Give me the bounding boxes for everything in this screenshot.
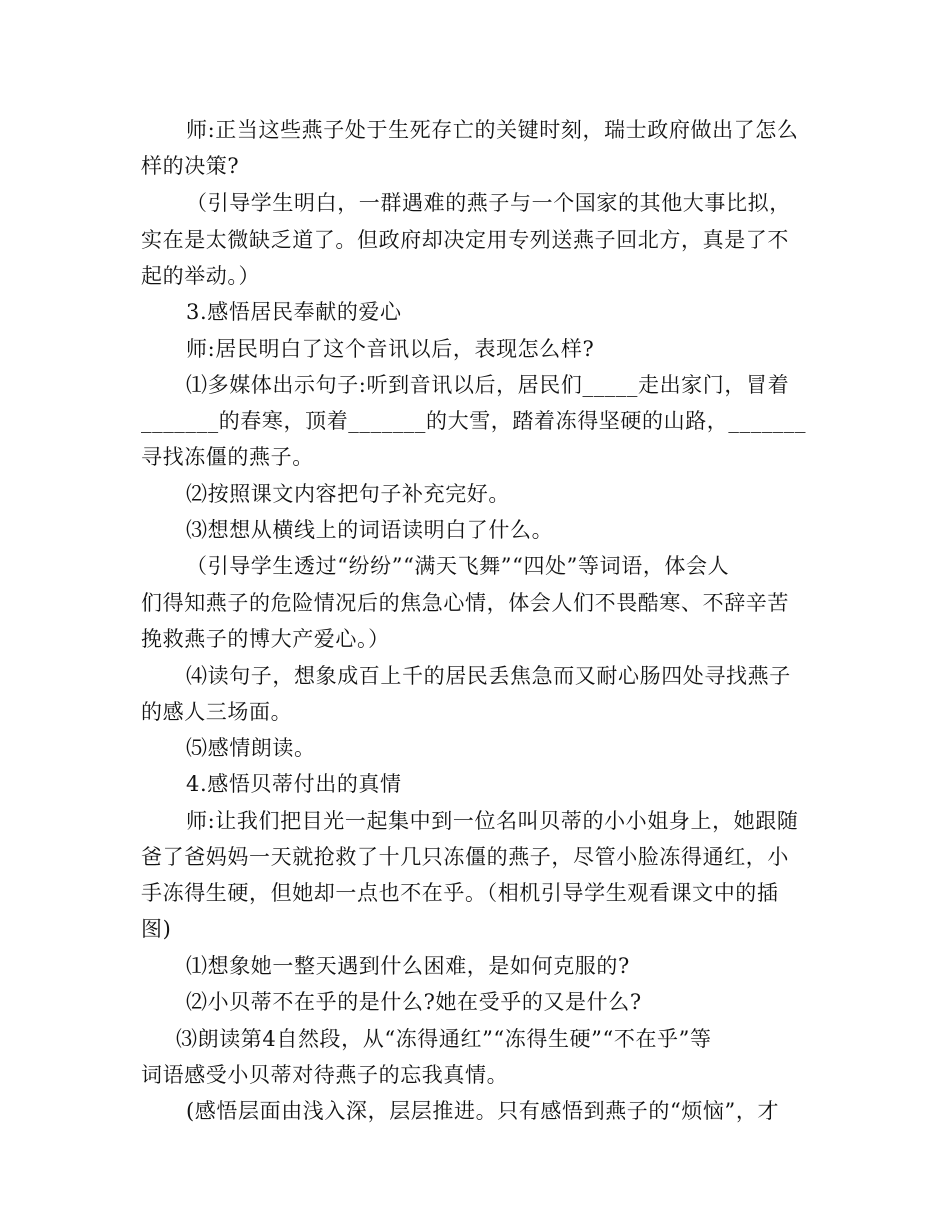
text-line: 师:让我们把目光一起集中到一位名叫贝蒂的小小姐身上，她跟随 xyxy=(186,809,799,833)
text-line: 师:居民明白了这个音讯以后，表现怎么样? xyxy=(186,337,595,361)
text-line: 实在是太微缺乏道了。但政府却决定用专列送燕子回北方，真是了不 xyxy=(141,228,789,252)
text-line: _______的春寒，顶着_______的大雪，踏着冻得坚硬的山路，_______ xyxy=(141,409,807,433)
text-line: 手冻得生硬，但她却一点也不在乎。（相机引导学生观看课文中的插 xyxy=(141,881,779,905)
text-line: 的感人三场面。 xyxy=(141,700,293,724)
text-line: ⑵小贝蒂不在乎的是什么?她在受乎的又是什么? xyxy=(186,990,642,1014)
section-heading: 4.感悟贝蒂付出的真情 xyxy=(186,772,402,796)
text-line: ⑷读句子，想象成百上千的居民丢焦急而又耐心肠四处寻找燕子 xyxy=(186,664,791,688)
text-line: （引导学生透过“纷纷”“满天飞舞”“四处”等词语，体会人 xyxy=(186,554,730,578)
text-line: ⑶想想从横线上的词语读明白了什么。 xyxy=(186,518,554,542)
text-line: 们得知燕子的危险情况后的焦急心情，体会人们不畏酷寒、不辞辛苦 xyxy=(141,591,789,615)
text-line: 词语感受小贝蒂对待燕子的忘我真情。 xyxy=(141,1063,509,1087)
text-line: 起的举动。） xyxy=(141,264,261,288)
text-line: ⑸感情朗读。 xyxy=(186,736,316,760)
text-line: ⑵按照课文内容把句子补充完好。 xyxy=(186,482,510,506)
text-line: 图) xyxy=(141,917,172,941)
text-line: (感悟层面由浅入深，层层推进。只有感悟到燕子的“烦恼”，才 xyxy=(186,1099,780,1123)
text-line: 爸了爸妈妈一天就抢救了十几只冻僵的燕子，尽管小脸冻得通红，小 xyxy=(141,845,789,869)
text-line: ⑶朗读第4自然段，从“冻得通红”“冻得生硬”“不在乎”等 xyxy=(176,1027,712,1051)
text-line: 师:正当这些燕子处于生死存亡的关键时刻，瑞士政府做出了怎么 xyxy=(186,118,799,142)
text-line: （引导学生明白，一群遇难的燕子与一个国家的其他大事比拟， xyxy=(186,191,791,215)
text-line: ⑴多媒体出示句子:听到音讯以后，居民们_____走出家门，冒着 xyxy=(186,373,790,397)
text-line: 挽救燕子的博大产爱心。） xyxy=(141,627,390,651)
text-line: 样的决策? xyxy=(141,154,240,178)
section-heading: 3.感悟居民奉献的爱心 xyxy=(186,300,402,324)
text-line: 寻找冻僵的燕子。 xyxy=(141,445,314,469)
text-line: ⑴想象她一整天遇到什么困难，是如何克服的? xyxy=(186,954,630,978)
